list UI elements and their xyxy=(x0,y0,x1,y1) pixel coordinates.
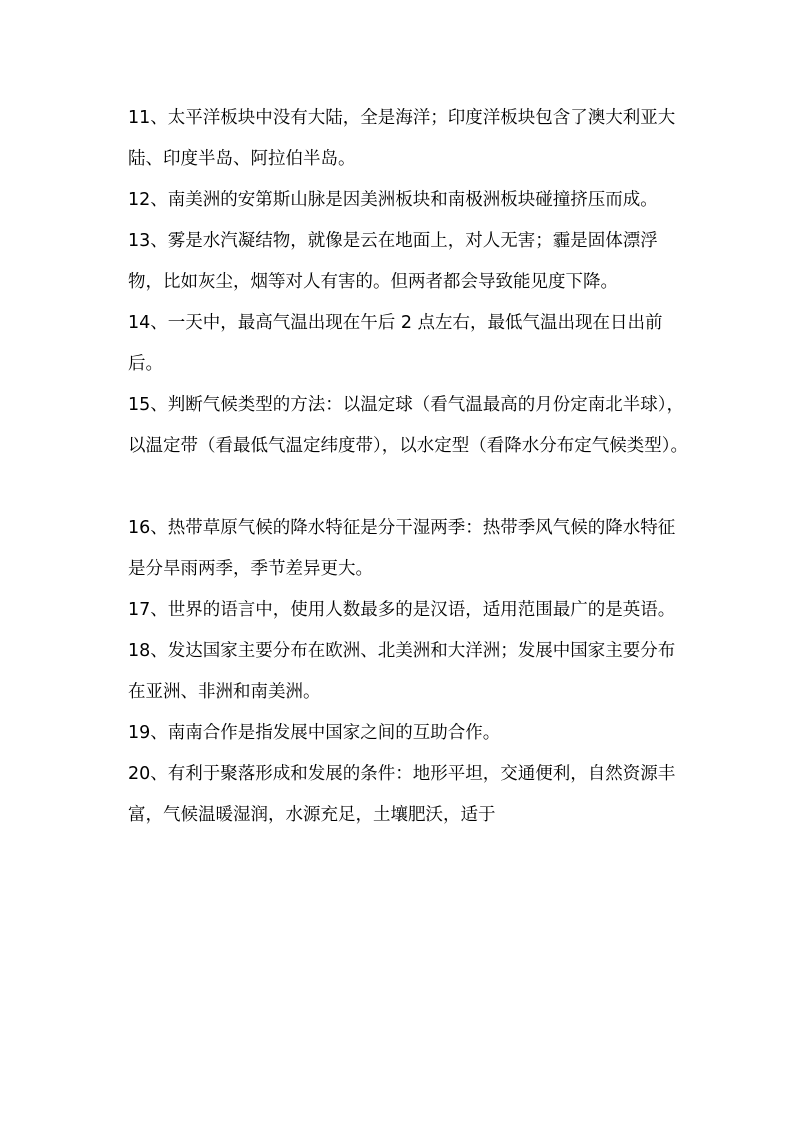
blank-line xyxy=(128,467,688,508)
item-14: 14、一天中，最高气温出现在午后 2 点左右，最低气温出现在日出前后。 xyxy=(128,313,663,374)
item-16: 16、热带草原气候的降水特征是分干湿两季：热带季风气候的降水特征是分旱雨两季，季节差异更大。 xyxy=(128,518,676,579)
document-page xyxy=(128,98,688,836)
item-17: 17、世界的语言中，使用人数最多的是汉语，适用范围最广的是英语。 xyxy=(128,600,676,620)
item-11: 11、太平洋板块中没有大陆，全是海洋；印度洋板块包含了澳大利亚大陆、印度半岛、阿拉伯半岛。 xyxy=(128,108,676,169)
item-15: 15、判断气候类型的方法：以温定球（看气温最高的月份定南北半球），以温定带（看最低气温定纬度带），以水定型（看降水分布定气候类型）。 xyxy=(128,395,688,456)
item-20: 20、有利于聚落形成和发展的条件：地形平坦，交通便利，自然资源丰富，气候温暖湿润，水源充足，土壤肥沃，适于 xyxy=(128,764,676,825)
item-19: 19、南南合作是指发展中国家之间的互助合作。 xyxy=(128,723,501,743)
item-13: 13、雾是水汽凝结物，就像是云在地面上，对人无害；霾是固体漂浮物，比如灰尘，烟等对人有害的。但两者都会导致能见度下降。 xyxy=(128,231,658,292)
item-18: 18、发达国家主要分布在欧洲、北美洲和大洋洲；发展中国家主要分布在亚洲、非洲和南美洲。 xyxy=(128,641,676,702)
item-12: 12、南美洲的安第斯山脉是因美洲板块和南极洲板块碰撞挤压而成。 xyxy=(128,190,658,210)
